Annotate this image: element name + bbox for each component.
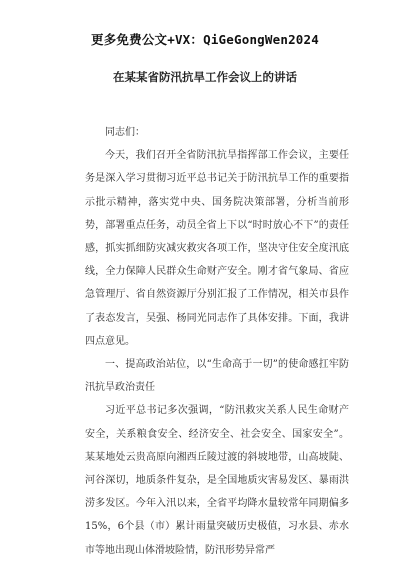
- section-heading-1: 一、提高政治站位，以“生命高于一切”的使命感扛牢防汛抗旱政治责任: [85, 359, 349, 394]
- watermark-banner: 更多免费公文+VX：QiGeGongWen2024: [91, 32, 319, 47]
- section-1-paragraph: 习近平总书记多次强调，“防汛救灾关系人民生命财产安全，关系粮食安全、经济安全、社会安全、国家安全”。某某地处云贵高原向湘西丘陵过渡的斜坡地带，山高坡陡、河谷深切，地质条件复杂，是全国地质灾害易发区、暴雨洪涝多发区。今年入汛以来，全省平均降水量较常年同期偏多15%，6个县（市）累计雨量突破历史极值，习水县、赤水市等地出现山体滑坡险情，防汛形势异常严: [85, 405, 349, 556]
- document-body: [85, 121, 349, 562]
- salutation: 同志们：: [105, 127, 145, 138]
- document-title: 在某某省防汛抗旱工作会议上的讲话: [113, 70, 297, 84]
- opening-paragraph: 今天，我们召开全省防汛抗旱指挥部工作会议，主要任务是深入学习贯彻习近平总书记关于防汛抗旱工作的重要指示批示精神，落实党中央、国务院决策部署，分析当前形势，部署重点任务，动员全省上下以“时时放心不下”的责任感，抓实抓细防灾减灾救灾各项工作，坚决守住安全度汛底线，全力保障人民群众生命财产安全。刚才省气象局、省应急管理厅、省自然资源厅分别汇报了工作情况，相关市县作了表态发言，吴强、杨同光同志作了具体安排。下面，我讲四点意见。: [85, 150, 349, 347]
